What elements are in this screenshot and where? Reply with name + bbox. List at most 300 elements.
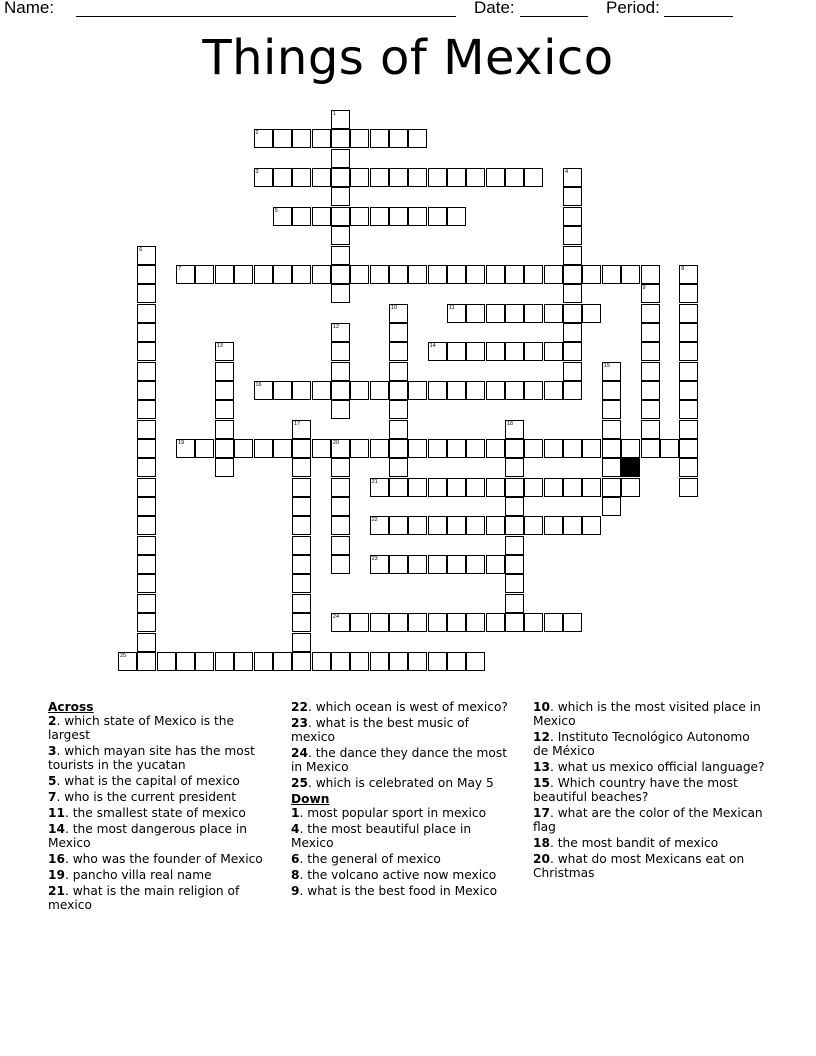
grid-cell[interactable]	[195, 265, 214, 284]
grid-cell[interactable]	[137, 246, 156, 265]
clues-column-3	[533, 700, 765, 882]
grid-cell[interactable]	[486, 342, 505, 361]
grid-cell[interactable]	[602, 381, 621, 400]
grid-cell[interactable]	[641, 265, 660, 284]
grid-cell[interactable]	[563, 187, 582, 206]
grid-cell[interactable]	[331, 187, 350, 206]
grid-cell[interactable]	[137, 420, 156, 439]
across-clue	[48, 868, 268, 882]
grid-cell[interactable]	[370, 168, 389, 187]
grid-cell[interactable]	[486, 516, 505, 535]
clue-number: 4	[565, 169, 569, 176]
grid-cell[interactable]	[602, 497, 621, 516]
down-clue	[291, 884, 511, 898]
grid-cell[interactable]	[563, 478, 582, 497]
grid-cell[interactable]	[447, 342, 466, 361]
grid-cell[interactable]	[563, 226, 582, 245]
grid-cell[interactable]	[602, 439, 621, 458]
grid-cell[interactable]	[137, 284, 156, 303]
grid-cell[interactable]	[544, 516, 563, 535]
grid-cell[interactable]	[254, 265, 273, 284]
grid-cell[interactable]	[524, 168, 543, 187]
grid-cell[interactable]	[331, 652, 350, 671]
grid-cell[interactable]	[428, 613, 447, 632]
grid-cell[interactable]	[370, 381, 389, 400]
grid-cell[interactable]	[137, 633, 156, 652]
grid-cell[interactable]	[273, 439, 292, 458]
grid-cell[interactable]	[389, 129, 408, 148]
grid-cell[interactable]	[447, 439, 466, 458]
grid-cell[interactable]	[466, 265, 485, 284]
grid-cell[interactable]	[582, 516, 601, 535]
grid-cell[interactable]	[602, 362, 621, 381]
clues-column-1	[48, 700, 268, 914]
grid-cell[interactable]	[428, 342, 447, 361]
grid-cell[interactable]	[254, 129, 273, 148]
grid-cell[interactable]	[292, 207, 311, 226]
grid-cell[interactable]	[563, 362, 582, 381]
grid-cell[interactable]	[505, 439, 524, 458]
grid-cell[interactable]	[389, 265, 408, 284]
grid-cell[interactable]	[234, 265, 253, 284]
grid-cell[interactable]	[679, 400, 698, 419]
grid-cell[interactable]	[602, 458, 621, 477]
grid-cell[interactable]	[563, 381, 582, 400]
grid-cell[interactable]	[331, 168, 350, 187]
grid-cell[interactable]	[370, 613, 389, 632]
grid-cell[interactable]	[370, 207, 389, 226]
grid-cell[interactable]	[641, 381, 660, 400]
grid-cell[interactable]	[466, 555, 485, 574]
grid-cell[interactable]	[370, 129, 389, 148]
grid-cell[interactable]	[292, 478, 311, 497]
grid-cell[interactable]	[544, 265, 563, 284]
grid-cell[interactable]	[447, 652, 466, 671]
grid-cell[interactable]	[273, 207, 292, 226]
grid-cell[interactable]	[331, 226, 350, 245]
grid-cell[interactable]	[563, 246, 582, 265]
grid-cell[interactable]	[486, 381, 505, 400]
grid-cell[interactable]	[447, 304, 466, 323]
grid-cell[interactable]	[292, 574, 311, 593]
grid-cell[interactable]	[331, 246, 350, 265]
grid-cell[interactable]	[505, 574, 524, 593]
grid-cell[interactable]	[466, 652, 485, 671]
clue-text: . what is the best food in Mexico	[299, 884, 498, 898]
grid-cell[interactable]	[641, 439, 660, 458]
grid-cell[interactable]	[679, 478, 698, 497]
grid-cell[interactable]	[524, 613, 543, 632]
grid-cell[interactable]	[350, 265, 369, 284]
grid-cell[interactable]	[292, 633, 311, 652]
grid-cell[interactable]	[389, 323, 408, 342]
grid-cell[interactable]	[524, 478, 543, 497]
grid-cell[interactable]	[563, 207, 582, 226]
grid-cell[interactable]	[505, 516, 524, 535]
grid-cell[interactable]	[447, 265, 466, 284]
grid-cell[interactable]	[505, 420, 524, 439]
grid-cell[interactable]	[466, 381, 485, 400]
grid-cell[interactable]	[137, 536, 156, 555]
grid-cell[interactable]	[679, 304, 698, 323]
grid-cell[interactable]	[176, 439, 195, 458]
grid-cell[interactable]	[292, 168, 311, 187]
grid-cell[interactable]	[428, 478, 447, 497]
grid-cell[interactable]	[679, 342, 698, 361]
grid-cell[interactable]	[157, 652, 176, 671]
clue-number: 7	[48, 790, 57, 804]
grid-cell[interactable]	[331, 323, 350, 342]
grid-cell[interactable]	[505, 304, 524, 323]
grid-cell[interactable]	[466, 439, 485, 458]
grid-cell[interactable]	[331, 129, 350, 148]
grid-cell[interactable]	[466, 478, 485, 497]
grid-cell[interactable]	[137, 400, 156, 419]
grid-cell[interactable]	[660, 439, 679, 458]
grid-cell[interactable]	[370, 555, 389, 574]
grid-cell[interactable]	[312, 439, 331, 458]
grid-cell[interactable]	[447, 168, 466, 187]
grid-cell[interactable]	[137, 381, 156, 400]
grid-cell[interactable]	[273, 168, 292, 187]
grid-cell[interactable]	[389, 400, 408, 419]
grid-cell[interactable]	[408, 207, 427, 226]
grid-cell[interactable]	[505, 536, 524, 555]
grid-cell[interactable]	[137, 458, 156, 477]
grid-cell[interactable]	[331, 207, 350, 226]
clue-text: . the most dangerous place in Mexico	[48, 822, 248, 850]
grid-cell[interactable]	[195, 439, 214, 458]
clue-number: 2	[48, 714, 57, 728]
grid-cell[interactable]	[292, 420, 311, 439]
grid-cell[interactable]	[331, 478, 350, 497]
grid-cell[interactable]	[486, 304, 505, 323]
grid-cell[interactable]	[331, 265, 350, 284]
grid-cell[interactable]	[447, 613, 466, 632]
grid-cell[interactable]	[254, 652, 273, 671]
grid-cell[interactable]	[215, 400, 234, 419]
grid-cell[interactable]	[389, 613, 408, 632]
grid-cell[interactable]	[389, 304, 408, 323]
grid-cell[interactable]	[389, 652, 408, 671]
grid-cell[interactable]	[195, 652, 214, 671]
grid-cell[interactable]	[273, 129, 292, 148]
grid-cell[interactable]	[582, 265, 601, 284]
grid-cell[interactable]	[408, 478, 427, 497]
grid-cell[interactable]	[544, 613, 563, 632]
grid-cell[interactable]	[466, 168, 485, 187]
grid-cell[interactable]	[137, 574, 156, 593]
grid-cell[interactable]	[350, 613, 369, 632]
grid-cell[interactable]	[350, 439, 369, 458]
grid-cell[interactable]	[389, 168, 408, 187]
grid-cell[interactable]	[408, 652, 427, 671]
grid-cell[interactable]	[428, 439, 447, 458]
grid-cell[interactable]	[544, 381, 563, 400]
grid-cell[interactable]	[641, 342, 660, 361]
grid-cell[interactable]	[505, 168, 524, 187]
grid-cell[interactable]	[331, 613, 350, 632]
grid-cell[interactable]	[505, 342, 524, 361]
grid-cell[interactable]	[370, 478, 389, 497]
grid-cell[interactable]	[486, 168, 505, 187]
grid-cell[interactable]	[582, 304, 601, 323]
grid-cell[interactable]	[215, 342, 234, 361]
grid-cell[interactable]	[389, 555, 408, 574]
grid-cell[interactable]	[641, 400, 660, 419]
grid-cell[interactable]	[370, 439, 389, 458]
grid-cell[interactable]	[292, 458, 311, 477]
grid-cell[interactable]	[544, 478, 563, 497]
grid-cell[interactable]	[641, 304, 660, 323]
grid-cell[interactable]	[428, 652, 447, 671]
grid-cell[interactable]	[215, 652, 234, 671]
grid-cell[interactable]	[292, 516, 311, 535]
grid-cell[interactable]	[389, 420, 408, 439]
grid-cell[interactable]	[544, 304, 563, 323]
grid-cell[interactable]	[428, 168, 447, 187]
grid-cell[interactable]	[679, 381, 698, 400]
grid-cell[interactable]	[641, 284, 660, 303]
grid-cell[interactable]	[215, 265, 234, 284]
grid-cell[interactable]	[273, 265, 292, 284]
grid-cell[interactable]	[679, 323, 698, 342]
grid-cell[interactable]	[563, 342, 582, 361]
grid-cell[interactable]	[544, 439, 563, 458]
grid-cell[interactable]	[602, 265, 621, 284]
grid-cell[interactable]	[215, 362, 234, 381]
grid-cell[interactable]	[447, 555, 466, 574]
grid-cell[interactable]	[679, 362, 698, 381]
grid-cell[interactable]	[563, 323, 582, 342]
grid-cell[interactable]	[331, 284, 350, 303]
grid-cell[interactable]	[370, 265, 389, 284]
grid-cell[interactable]	[505, 381, 524, 400]
grid-cell[interactable]	[312, 381, 331, 400]
grid-cell[interactable]	[563, 304, 582, 323]
grid-cell[interactable]	[621, 478, 640, 497]
grid-cell[interactable]	[370, 516, 389, 535]
grid-cell[interactable]	[563, 168, 582, 187]
across-clue	[291, 746, 511, 774]
grid-cell[interactable]	[641, 362, 660, 381]
grid-cell[interactable]	[331, 555, 350, 574]
grid-cell[interactable]	[486, 555, 505, 574]
grid-cell[interactable]	[582, 439, 601, 458]
grid-cell[interactable]	[312, 129, 331, 148]
grid-cell[interactable]	[524, 265, 543, 284]
grid-cell[interactable]	[389, 342, 408, 361]
grid-cell[interactable]	[350, 381, 369, 400]
grid-cell[interactable]	[505, 613, 524, 632]
grid-cell[interactable]	[331, 149, 350, 168]
grid-cell[interactable]	[137, 613, 156, 632]
grid-cell[interactable]	[215, 458, 234, 477]
grid-cell[interactable]	[137, 497, 156, 516]
grid-cell[interactable]	[505, 478, 524, 497]
grid-cell[interactable]	[641, 323, 660, 342]
grid-cell[interactable]	[466, 613, 485, 632]
grid-cell[interactable]	[331, 458, 350, 477]
grid-cell[interactable]	[137, 342, 156, 361]
grid-cell[interactable]	[137, 362, 156, 381]
grid-cell[interactable]	[215, 439, 234, 458]
grid-cell[interactable]	[428, 516, 447, 535]
grid-cell[interactable]	[505, 458, 524, 477]
grid-cell[interactable]	[679, 458, 698, 477]
grid-cell[interactable]	[137, 439, 156, 458]
grid-cell[interactable]	[389, 478, 408, 497]
grid-cell[interactable]	[312, 265, 331, 284]
grid-cell[interactable]	[370, 652, 389, 671]
grid-cell[interactable]	[292, 652, 311, 671]
grid-cell[interactable]	[292, 381, 311, 400]
grid-cell[interactable]	[466, 516, 485, 535]
grid-cell[interactable]	[563, 265, 582, 284]
grid-cell[interactable]	[118, 652, 137, 671]
grid-cell[interactable]	[408, 439, 427, 458]
grid-cell[interactable]	[524, 381, 543, 400]
grid-cell[interactable]	[389, 439, 408, 458]
grid-cell[interactable]	[273, 381, 292, 400]
grid-cell[interactable]	[292, 265, 311, 284]
across-clue	[48, 774, 268, 788]
grid-cell[interactable]	[563, 284, 582, 303]
grid-cell[interactable]	[679, 265, 698, 284]
grid-cell[interactable]	[602, 420, 621, 439]
grid-cell[interactable]	[254, 439, 273, 458]
grid-cell[interactable]	[408, 129, 427, 148]
grid-cell[interactable]	[312, 207, 331, 226]
grid-cell[interactable]	[544, 342, 563, 361]
grid-cell[interactable]	[331, 342, 350, 361]
grid-cell[interactable]	[505, 497, 524, 516]
grid-cell[interactable]	[389, 516, 408, 535]
grid-cell[interactable]	[447, 516, 466, 535]
grid-cell[interactable]	[428, 207, 447, 226]
clue-number: 8	[681, 265, 685, 272]
grid-cell[interactable]	[524, 439, 543, 458]
grid-cell[interactable]	[389, 381, 408, 400]
grid-cell[interactable]	[505, 555, 524, 574]
grid-cell[interactable]	[389, 458, 408, 477]
grid-cell[interactable]	[389, 207, 408, 226]
grid-cell[interactable]	[505, 594, 524, 613]
grid-cell[interactable]	[408, 381, 427, 400]
grid-cell[interactable]	[602, 478, 621, 497]
grid-cell[interactable]	[292, 594, 311, 613]
grid-cell[interactable]	[563, 516, 582, 535]
grid-cell[interactable]	[389, 362, 408, 381]
grid-cell[interactable]	[331, 381, 350, 400]
grid-cell[interactable]	[447, 381, 466, 400]
grid-cell[interactable]	[331, 439, 350, 458]
grid-cell[interactable]	[331, 516, 350, 535]
grid-cell[interactable]	[331, 110, 350, 129]
grid-cell[interactable]	[621, 439, 640, 458]
grid-cell[interactable]	[331, 497, 350, 516]
grid-cell[interactable]	[137, 652, 156, 671]
grid-cell[interactable]	[292, 536, 311, 555]
grid-cell[interactable]	[331, 536, 350, 555]
grid-cell[interactable]	[292, 613, 311, 632]
grid-cell[interactable]	[408, 555, 427, 574]
grid-cell[interactable]	[331, 400, 350, 419]
grid-cell[interactable]	[679, 420, 698, 439]
grid-cell[interactable]	[137, 478, 156, 497]
grid-cell[interactable]	[137, 323, 156, 342]
grid-cell[interactable]	[292, 497, 311, 516]
clue-number: 21	[371, 478, 378, 485]
clue-text: . which is celebrated on May 5	[307, 776, 494, 790]
grid-cell[interactable]	[137, 304, 156, 323]
grid-cell[interactable]	[408, 516, 427, 535]
grid-cell[interactable]	[234, 652, 253, 671]
grid-cell[interactable]	[292, 555, 311, 574]
grid-cell[interactable]	[350, 207, 369, 226]
grid-cell[interactable]	[563, 613, 582, 632]
grid-cell[interactable]	[234, 439, 253, 458]
grid-cell[interactable]	[137, 265, 156, 284]
grid-cell[interactable]	[582, 478, 601, 497]
grid-cell[interactable]	[176, 265, 195, 284]
grid-cell[interactable]	[350, 652, 369, 671]
grid-cell[interactable]	[254, 381, 273, 400]
grid-cell[interactable]	[486, 478, 505, 497]
grid-cell[interactable]	[486, 613, 505, 632]
grid-cell[interactable]	[350, 168, 369, 187]
grid-cell[interactable]	[428, 381, 447, 400]
grid-cell[interactable]	[602, 400, 621, 419]
grid-cell[interactable]	[176, 652, 195, 671]
grid-cell[interactable]	[505, 265, 524, 284]
grid-cell[interactable]	[312, 652, 331, 671]
grid-cell[interactable]	[137, 555, 156, 574]
grid-cell[interactable]	[137, 594, 156, 613]
grid-cell[interactable]	[486, 265, 505, 284]
grid-cell[interactable]	[447, 207, 466, 226]
grid-cell[interactable]	[447, 478, 466, 497]
grid-cell[interactable]	[350, 129, 369, 148]
grid-cell[interactable]	[292, 129, 311, 148]
grid-cell[interactable]	[563, 439, 582, 458]
grid-cell[interactable]	[312, 168, 331, 187]
grid-cell[interactable]	[486, 439, 505, 458]
grid-cell[interactable]	[428, 265, 447, 284]
grid-cell[interactable]	[215, 381, 234, 400]
grid-cell[interactable]	[466, 342, 485, 361]
grid-cell[interactable]	[137, 516, 156, 535]
grid-cell[interactable]	[641, 420, 660, 439]
grid-cell[interactable]	[331, 362, 350, 381]
grid-cell[interactable]	[679, 439, 698, 458]
grid-cell[interactable]	[621, 265, 640, 284]
grid-cell[interactable]	[466, 304, 485, 323]
grid-cell[interactable]	[215, 420, 234, 439]
grid-cell[interactable]	[273, 652, 292, 671]
grid-cell[interactable]	[408, 613, 427, 632]
grid-cell[interactable]	[408, 168, 427, 187]
grid-cell[interactable]	[524, 516, 543, 535]
grid-cell[interactable]	[408, 265, 427, 284]
clues-column-2	[291, 700, 511, 900]
grid-cell[interactable]	[524, 342, 543, 361]
grid-cell[interactable]	[292, 439, 311, 458]
grid-cell[interactable]	[428, 555, 447, 574]
grid-cell[interactable]	[524, 304, 543, 323]
grid-cell[interactable]	[254, 168, 273, 187]
grid-cell[interactable]	[679, 284, 698, 303]
